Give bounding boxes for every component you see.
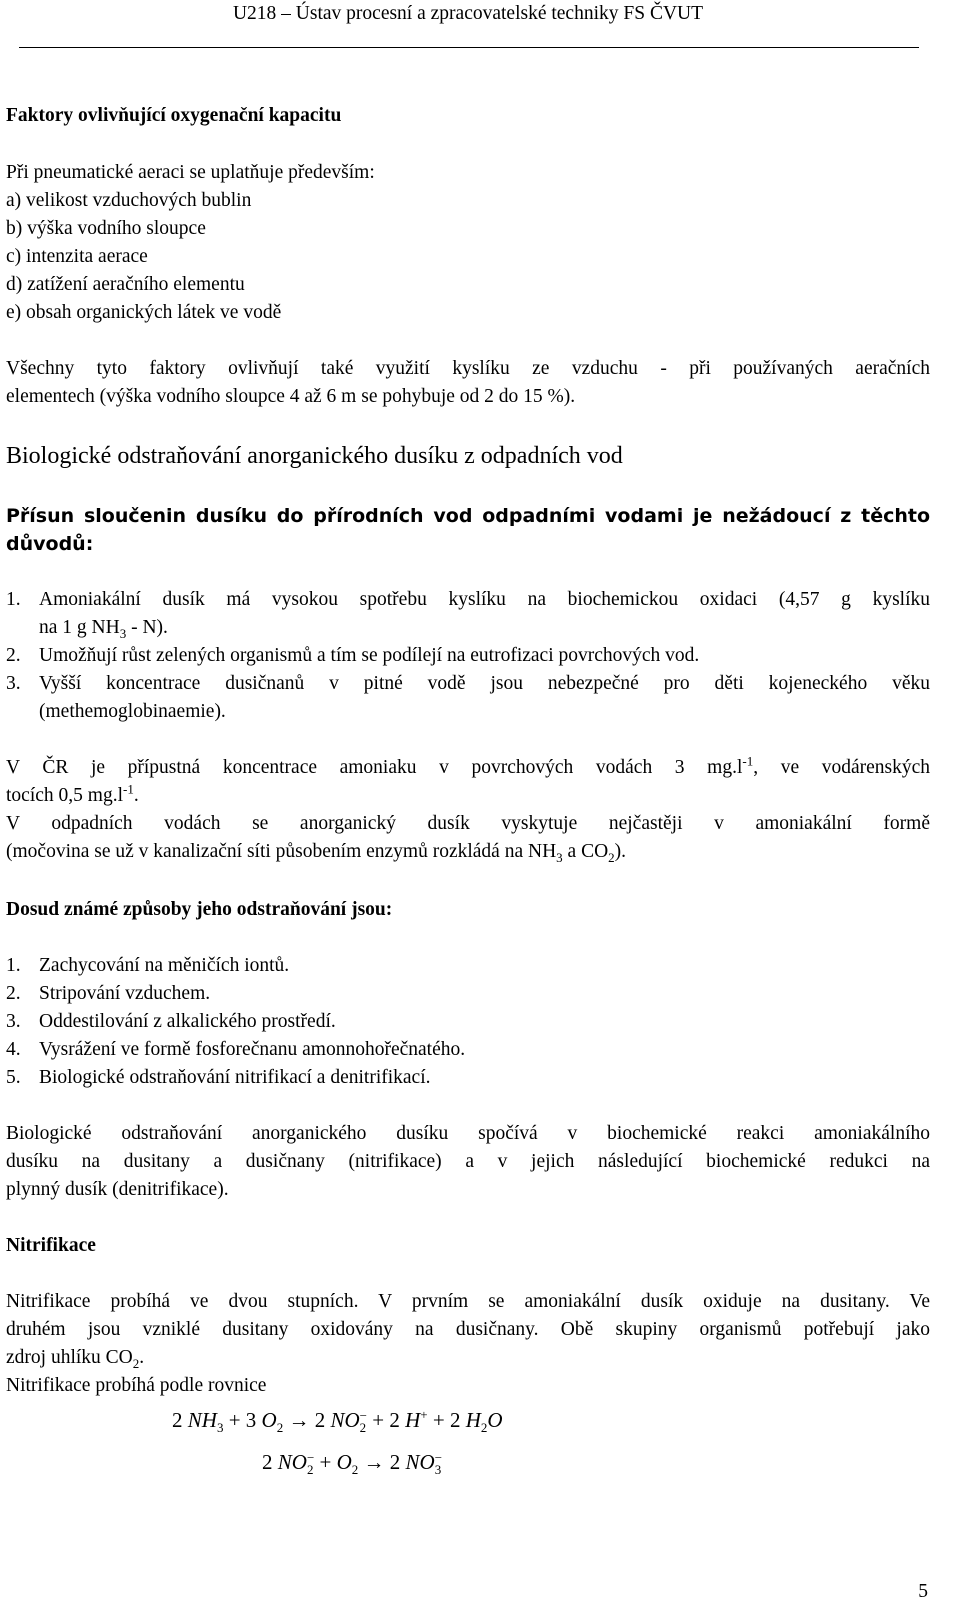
list-text: Amoniakální dusík má vysokou spotřebu kyslíku na biochemickou oxidaci (4,57 g kyslíku [39,589,930,610]
header-rule [19,47,919,48]
list-text: Vysrážení ve formě fosforečnanu amonnohořečnatého. [39,1039,466,1060]
paragraph-line [6,838,930,866]
paragraph-line: plynný dusík (denitrifikace). [6,1179,229,1200]
coefficient: 2 [314,1408,326,1432]
list-item: c) intenzita aerace [6,246,148,267]
species: NO [405,1450,435,1474]
list-item [6,1008,930,1036]
paragraph-line: Všechny tyto faktory ovlivňují také využití kyslíku ze vzduchu - při používaných aeračních [6,358,930,379]
list-item [6,1036,930,1064]
removal-methods-list [6,952,930,1092]
list-item: d) zatížení aeračního elementu [6,274,245,295]
paragraph-line: Biologické odstraňování anorganického dusíku spočívá v biochemické reakci amoniakálního [6,1123,930,1144]
reaction-arrow: → [288,1408,310,1432]
list-number: 1. [6,589,21,610]
list-item: a) velikost vzduchových bublin [6,190,252,211]
subscript: 2 [608,849,615,865]
biological-removal-paragraph [6,1120,930,1204]
species: O [261,1408,277,1432]
text-fragment: a CO [562,841,609,862]
list-item: e) obsah organických látek ve vodě [6,302,282,323]
section-heading-nitrification: Nitrifikace [6,1235,96,1256]
list-text: Biologické odstraňování nitrifikací a denitrifikací. [39,1067,431,1088]
subscript: 2 [359,1420,367,1436]
list-item [6,586,930,614]
superscript: − [434,1450,443,1466]
list-item [6,1064,930,1092]
subscript: 3 [119,625,127,641]
coefficient: 2 [389,1408,400,1432]
text-fragment: V ČR je přípustná koncentrace amoniaku v povrchových vodách 3 mg.l [6,757,743,778]
operator: + [319,1450,332,1474]
coefficient: 2 [389,1450,401,1474]
list-text: Stripování vzduchem. [39,983,211,1004]
list-number: 3. [6,673,21,694]
list-item [6,980,930,1008]
text-fragment: tocích 0,5 mg.l [6,785,123,806]
list-text: Oddestilování z alkalického prostředí. [39,1011,336,1032]
list-number: 5. [6,1067,21,1088]
aeration-factor-list [6,187,930,327]
operator: + [228,1408,241,1432]
list-item [6,642,930,670]
concentration-limits-paragraph [6,754,930,866]
list-item-continuation: (methemoglobinaemie). [39,701,226,722]
page-number: 5 [918,1581,928,1602]
reaction-arrow: → [363,1450,385,1474]
superscript: -1 [742,753,754,769]
coefficient: 3 [245,1408,257,1432]
paragraph-line [6,782,930,810]
subscript: 3 [216,1420,224,1436]
text-fragment: zdroj uhlíku CO [6,1347,133,1368]
species: NO [277,1450,307,1474]
superscript: -1 [122,781,134,797]
running-header: U218 – Ústav procesní a zpracovatelské techniky FS ČVUT [232,3,704,24]
paragraph-line: elementech (výška vodního sloupce 4 až 6 m se pohybuje od 2 do 15 %). [6,386,576,407]
subscript: 2 [276,1420,284,1436]
subheading-reasons: Přísun sloučenin dusíku do přírodních vod odpadními vodami je nežádoucí z těchto důvodů: [6,505,930,555]
species: H [465,1408,481,1432]
list-number: 2. [6,645,21,666]
paragraph-line: Nitrifikace probíhá ve dvou stupních. V prvním se amoniakální dusík oxiduje na dusitany. Ve [6,1291,930,1312]
paragraph-line [6,754,930,782]
superscript: − [306,1450,315,1466]
subscript: 3 [434,1462,442,1478]
oxygen-utilization-paragraph [6,355,930,411]
paragraph-line [6,1344,930,1372]
section-heading-oxygen-capacity: Faktory ovlivňující oxygenační kapacitu [6,105,342,126]
list-text: Umožňují růst zelených organismů a tím se podílejí na eutrofizaci povrchových vod. [39,645,700,666]
species: NH [187,1408,217,1432]
list-number: 4. [6,1039,21,1060]
superscript: − [359,1408,367,1424]
nitrification-paragraph [6,1288,930,1400]
subscript: 3 [556,849,563,865]
subscript: 2 [351,1462,359,1478]
subscript: 2 [306,1462,314,1478]
species: H [405,1408,421,1432]
list-item [6,670,930,698]
section-heading-nitrogen-removal: Biologické odstraňování anorganického dusíku z odpadních vod [6,443,623,469]
list-number: 1. [6,955,21,976]
coefficient: 2 [262,1450,273,1474]
text-fragment: na 1 g NH [39,617,120,638]
list-text: Zachycování na měničích iontů. [39,955,290,976]
text-fragment: (močovina se už v kanalizační síti působením enzymů rozkládá na NH [6,841,557,862]
equation-nitritation [172,1406,503,1434]
paragraph-line: dusíku na dusitany a dusičnany (nitrifikace) a v jejich následující biochemické redukci na [6,1151,930,1172]
text-fragment: - N). [126,617,168,638]
paragraph-line: V odpadních vodách se anorganický dusík vyskytuje nejčastěji v amoniakální formě [6,813,930,834]
species: O [336,1450,352,1474]
paragraph-line: druhém jsou vzniklé dusitany oxidovány na dusičnany. Obě skupiny organismů potřebují jako [6,1319,930,1340]
operator: + [432,1408,445,1432]
list-item [6,952,930,980]
operator: + [372,1408,385,1432]
subscript: 2 [480,1420,488,1436]
reasons-list [6,586,930,726]
list-number: 3. [6,1011,21,1032]
subscript: 2 [132,1355,140,1371]
text-fragment: , ve vodárenských [753,757,931,778]
text-fragment: . [133,785,139,806]
text-fragment: . [139,1347,145,1368]
list-number: 2. [6,983,21,1004]
coefficient: 2 [449,1408,461,1432]
coefficient: 2 [172,1408,183,1432]
equation-intro: Nitrifikace probíhá podle rovnice [6,1375,267,1396]
list-text: Vyšší koncentrace dusičnanů v pitné vodě jsou nebezpečné pro děti kojeneckého věku [39,673,930,694]
section-heading-removal-methods: Dosud známé způsoby jeho odstraňování jsou: [6,899,393,920]
aeration-intro: Při pneumatické aeraci se uplatňuje především: [6,162,375,183]
species: NO [330,1408,360,1432]
list-item-continuation [6,614,930,642]
superscript: + [420,1407,428,1422]
equation-nitratation [262,1448,442,1476]
text-fragment: ). [614,841,627,862]
species: O [487,1408,503,1432]
list-item: b) výška vodního sloupce [6,218,206,239]
